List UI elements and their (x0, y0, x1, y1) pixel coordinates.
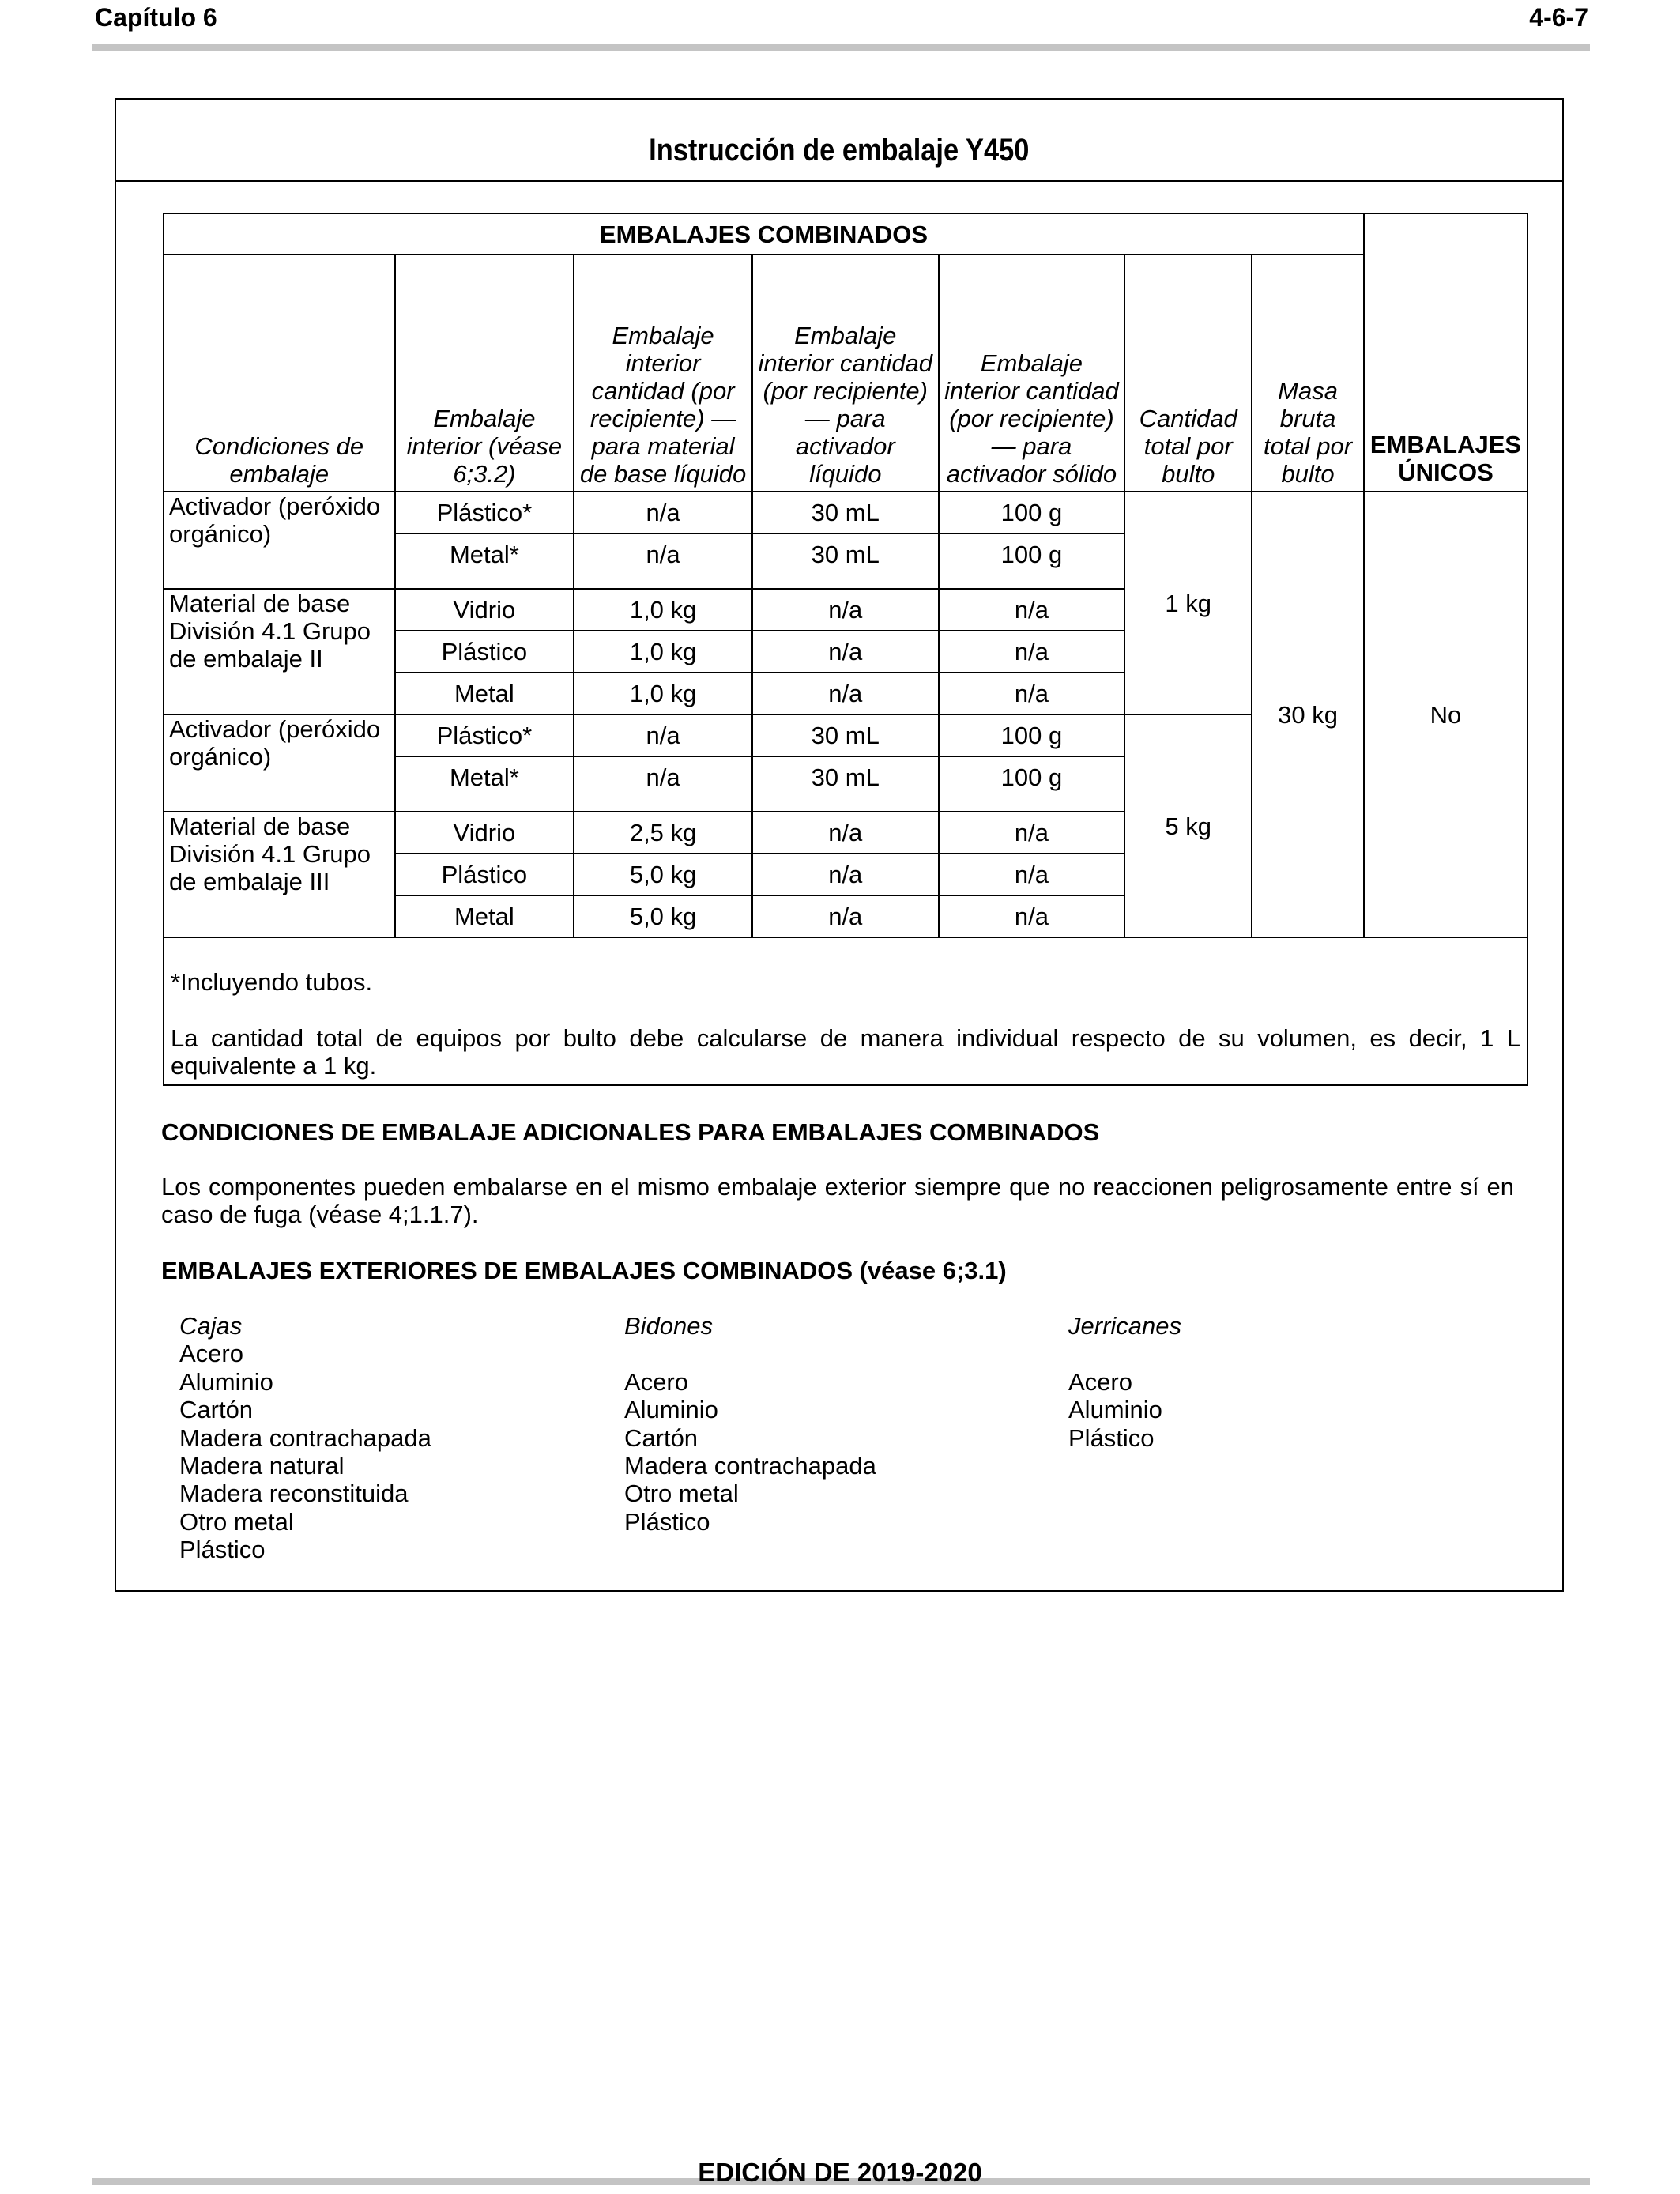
packing-table (163, 213, 1528, 1086)
inner-cell: Metal* (395, 533, 574, 589)
additional-conditions-text: Los componentes pueden embalarse en el mismo embalaje exterior siempre que no reaccionen peligrosamente entre sí en caso de fuga (véase 4;1.1.7). (161, 1173, 1514, 1228)
act-solid-cell: n/a (939, 895, 1125, 937)
header-conditions: Condiciones de embalaje (164, 254, 395, 492)
list-item: Cartón (179, 1396, 254, 1424)
list-item: Madera contrachapada (624, 1452, 876, 1480)
additional-conditions-heading: CONDICIONES DE EMBALAJE ADICIONALES PARA EMBALAJES COMBINADOS (161, 1118, 1100, 1146)
list-item: Aluminio (1068, 1396, 1162, 1424)
base-cell: 1,0 kg (574, 631, 752, 673)
column-title: Jerricanes (1068, 1312, 1181, 1340)
column-title: Cajas (179, 1312, 243, 1340)
base-cell: 1,0 kg (574, 673, 752, 714)
base-cell: n/a (574, 492, 752, 533)
base-cell: 5,0 kg (574, 895, 752, 937)
inner-cell: Metal (395, 895, 574, 937)
inner-cell: Vidrio (395, 812, 574, 854)
act-solid-cell: n/a (939, 812, 1125, 854)
list-item: Madera reconstituida (179, 1480, 409, 1508)
chapter-label: Capítulo 6 (95, 3, 217, 32)
table-row (164, 492, 1527, 533)
inner-cell: Plástico* (395, 492, 574, 533)
act-liquid-cell: 30 mL (752, 714, 939, 756)
single-packaging-header: EMBALAJES ÚNICOS (1364, 213, 1527, 492)
column-boxes (179, 1312, 431, 1564)
footnote-text: *Incluyendo tubos. (171, 968, 373, 996)
inner-cell: Metal (395, 673, 574, 714)
total-qty-1: 1 kg (1124, 492, 1252, 714)
list-item: Otro metal (179, 1507, 294, 1536)
base-cell: 2,5 kg (574, 812, 752, 854)
column-drums (624, 1312, 876, 1536)
header-qty-base-liquid: Embalaje interior cantidad (por recipiente) — para material de base líquido (574, 254, 752, 492)
list-item: Plástico (624, 1507, 710, 1536)
table-footnote-row (164, 937, 1527, 1085)
list-spacer (624, 1340, 876, 1367)
combined-packaging-header: EMBALAJES COMBINADOS (164, 213, 1364, 254)
act-liquid-cell: 30 mL (752, 756, 939, 812)
act-solid-cell: n/a (939, 631, 1125, 673)
act-liquid-cell: n/a (752, 812, 939, 854)
act-solid-cell: n/a (939, 854, 1125, 895)
header-rule (92, 44, 1590, 51)
inner-cell: Plástico (395, 854, 574, 895)
gross-mass-cell: 30 kg (1252, 492, 1364, 937)
packing-table-wrap (163, 213, 1528, 1086)
total-qty-2: 5 kg (1124, 714, 1252, 937)
edition-label: EDICIÓN DE 2019-2020 (698, 2158, 982, 2187)
list-item: Aluminio (179, 1367, 273, 1396)
act-liquid-cell: 30 mL (752, 533, 939, 589)
instruction-title: Instrucción de embalaje Y450 (116, 100, 1562, 182)
single-packaging-cell: No (1364, 492, 1527, 937)
condition-cell: Material de base División 4.1 Grupo de embalaje III (164, 812, 395, 937)
list-item: Madera natural (179, 1452, 345, 1480)
base-cell: n/a (574, 714, 752, 756)
list-item: Acero (624, 1367, 688, 1396)
outer-packaging-heading: EMBALAJES EXTERIORES DE EMBALAJES COMBINADOS (véase 6;3.1) (161, 1257, 1007, 1284)
inner-cell: Metal* (395, 756, 574, 812)
list-item: Cartón (624, 1423, 699, 1452)
header-qty-activator-liquid: Embalaje interior cantidad (por recipiente) — para activador líquido (752, 254, 939, 492)
base-cell: n/a (574, 533, 752, 589)
act-liquid-cell: n/a (752, 631, 939, 673)
page-number: 4-6-7 (1529, 3, 1588, 32)
header-inner-packaging: Embalaje interior (véase 6;3.2) (395, 254, 574, 492)
column-title: Bidones (624, 1312, 714, 1340)
act-liquid-cell: n/a (752, 895, 939, 937)
list-item: Acero (179, 1340, 243, 1368)
list-item: Aluminio (624, 1396, 718, 1424)
act-liquid-cell: n/a (752, 673, 939, 714)
act-solid-cell: 100 g (939, 714, 1125, 756)
base-cell: n/a (574, 756, 752, 812)
list-spacer (1068, 1340, 1181, 1367)
act-solid-cell: 100 g (939, 533, 1125, 589)
act-solid-cell: 100 g (939, 756, 1125, 812)
header-qty-activator-solid: Embalaje interior cantidad (por recipiente) — para activador sólido (939, 254, 1125, 492)
condition-cell: Material de base División 4.1 Grupo de embalaje II (164, 589, 395, 714)
inner-cell: Vidrio (395, 589, 574, 631)
list-item: Madera contrachapada (179, 1423, 431, 1452)
list-item: Acero (1068, 1367, 1132, 1396)
condition-cell: Activador (peróxido orgánico) (164, 492, 395, 589)
act-liquid-cell: 30 mL (752, 492, 939, 533)
act-liquid-cell: n/a (752, 589, 939, 631)
header-gross-mass: Masa bruta total por bulto (1252, 254, 1364, 492)
column-jerricans (1068, 1312, 1181, 1452)
list-item: Plástico (179, 1536, 266, 1564)
act-solid-cell: n/a (939, 673, 1125, 714)
inner-cell: Plástico (395, 631, 574, 673)
list-item: Otro metal (624, 1480, 739, 1508)
base-cell: 1,0 kg (574, 589, 752, 631)
header-total-qty: Cantidad total por bulto (1124, 254, 1252, 492)
act-solid-cell: 100 g (939, 492, 1125, 533)
list-item: Plástico (1068, 1423, 1155, 1452)
act-solid-cell: n/a (939, 589, 1125, 631)
note-text: La cantidad total de equipos por bulto debe calcularse de manera individual respecto de su volumen, es decir, 1 L equivalente a 1 kg. (171, 1024, 1520, 1080)
inner-cell: Plástico* (395, 714, 574, 756)
act-liquid-cell: n/a (752, 854, 939, 895)
base-cell: 5,0 kg (574, 854, 752, 895)
condition-cell: Activador (peróxido orgánico) (164, 714, 395, 812)
